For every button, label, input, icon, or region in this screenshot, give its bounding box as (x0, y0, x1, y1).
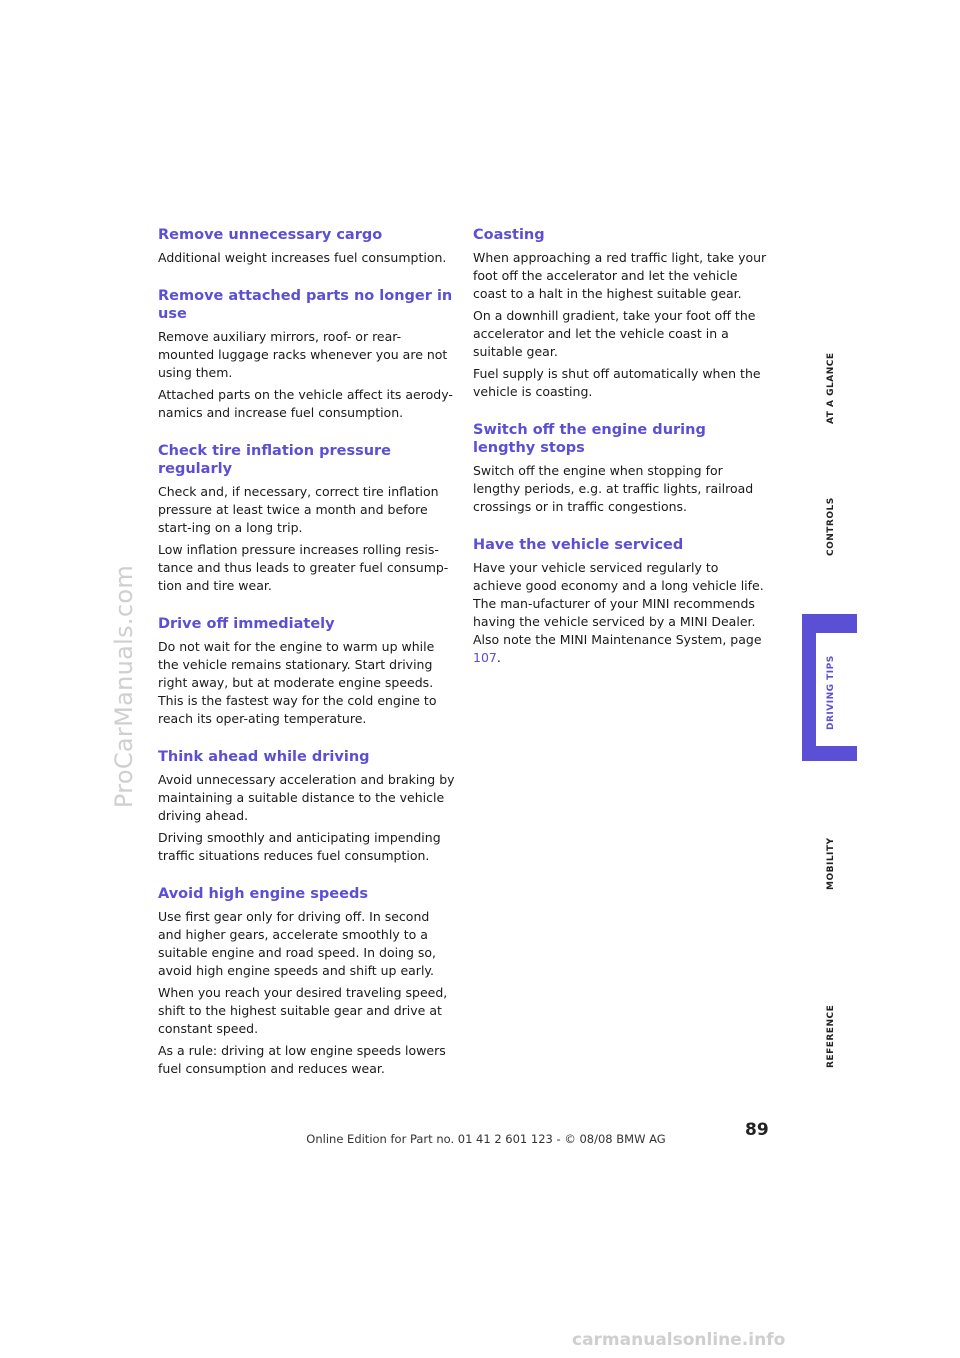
tab-at-a-glance[interactable]: AT A GLANCE (826, 352, 836, 424)
section-heading: Think ahead while driving (158, 749, 370, 765)
section-avoid-high-speeds (158, 885, 456, 1078)
page-number: 89 (745, 1120, 769, 1140)
section-paragraph: Driving smoothly and anticipating impending traffic situations reduces fuel consumption. (158, 830, 441, 863)
section-think-ahead (158, 748, 456, 865)
right-column (473, 226, 771, 687)
section-paragraph: Use first gear only for driving off. In second and higher gears, accelerate smoothly to a suitable engine and road speed. In doing so, avoid high engine speeds and shift up early. (158, 909, 437, 978)
left-column (158, 226, 456, 1098)
section-paragraph: Do not wait for the engine to warm up while the vehicle remains stationary. Start driving right away, but at moderate engine speeds. This is the fastest way for the cold engine to reach its oper-ating temperature. (158, 639, 437, 726)
tab-driving-tips[interactable]: DRIVING TIPS (826, 655, 836, 730)
section-paragraph: When you reach your desired traveling speed, shift to the highest suitable gear and drive at constant speed. (158, 985, 448, 1036)
section-remove-attached-parts (158, 287, 456, 422)
active-tab-inner (816, 633, 857, 746)
sentence-period: . (496, 650, 501, 665)
watermark-carmanualsonline: carmanualsonline.info (572, 1330, 786, 1350)
section-paragraph: Fuel supply is shut off automatically when the vehicle is coasting. (473, 366, 761, 399)
section-paragraph: Check and, if necessary, correct tire inflation pressure at least twice a month and before start-ing on a long trip. (158, 484, 439, 535)
section-heading: Remove attached parts no longer in use (158, 288, 453, 322)
tab-controls[interactable]: CONTROLS (826, 497, 836, 556)
footer-edition-text: Online Edition for Part no. 01 41 2 601 123 - © 08/08 BMW AG (306, 1132, 666, 1146)
section-paragraph (473, 559, 771, 667)
section-heading: Drive off immediately (158, 616, 335, 632)
section-heading: Switch off the engine during lengthy stops (473, 422, 706, 456)
watermark-procarmanuals: ProCarManuals.com (110, 565, 138, 809)
tab-reference[interactable]: REFERENCE (826, 1004, 836, 1068)
section-paragraph: On a downhill gradient, take your foot off the accelerator and let the vehicle coast in a suitable gear. (473, 308, 756, 359)
page-reference-link[interactable]: 107 (473, 650, 497, 665)
section-heading: Avoid high engine speeds (158, 886, 368, 902)
service-text: Have your vehicle serviced regularly to achieve good economy and a long vehicle life. The man-ufacturer of your MINI recommends having the vehicle serviced by a MINI Dealer. Also note the MINI Maintenance System, page (473, 560, 764, 647)
section-switch-off-engine (473, 421, 771, 516)
section-paragraph: When approaching a red traffic light, take your foot off the accelerator and let the vehicle coast to a halt in the highest suitable gear. (473, 250, 767, 301)
section-coasting (473, 226, 771, 401)
section-heading: Remove unnecessary cargo (158, 227, 383, 243)
section-paragraph: Avoid unnecessary acceleration and braking by maintaining a suitable distance to the vehicle driving ahead. (158, 772, 455, 823)
section-paragraph: Switch off the engine when stopping for lengthy periods, e.g. at traffic lights, railroad crossings or in traffic congestions. (473, 463, 754, 514)
section-paragraph: Low inflation pressure increases rolling resis-tance and thus leads to greater fuel consump-tion and tire wear. (158, 542, 449, 593)
section-paragraph: As a rule: driving at low engine speeds lowers fuel consumption and reduces wear. (158, 1043, 446, 1076)
section-paragraph: Additional weight increases fuel consumption. (158, 250, 447, 265)
tab-mobility[interactable]: MOBILITY (826, 837, 836, 890)
section-heading: Check tire inflation pressure regularly (158, 443, 392, 477)
section-check-tire-pressure (158, 442, 456, 595)
section-drive-off-immediately (158, 615, 456, 728)
section-heading: Have the vehicle serviced (473, 537, 684, 553)
section-paragraph: Remove auxiliary mirrors, roof- or rear-mounted luggage racks whenever you are not using them. (158, 329, 448, 380)
section-vehicle-serviced (473, 536, 771, 667)
section-paragraph: Attached parts on the vehicle affect its aerody-namics and increase fuel consumption. (158, 387, 453, 420)
section-remove-cargo (158, 226, 456, 267)
section-heading: Coasting (473, 227, 545, 243)
